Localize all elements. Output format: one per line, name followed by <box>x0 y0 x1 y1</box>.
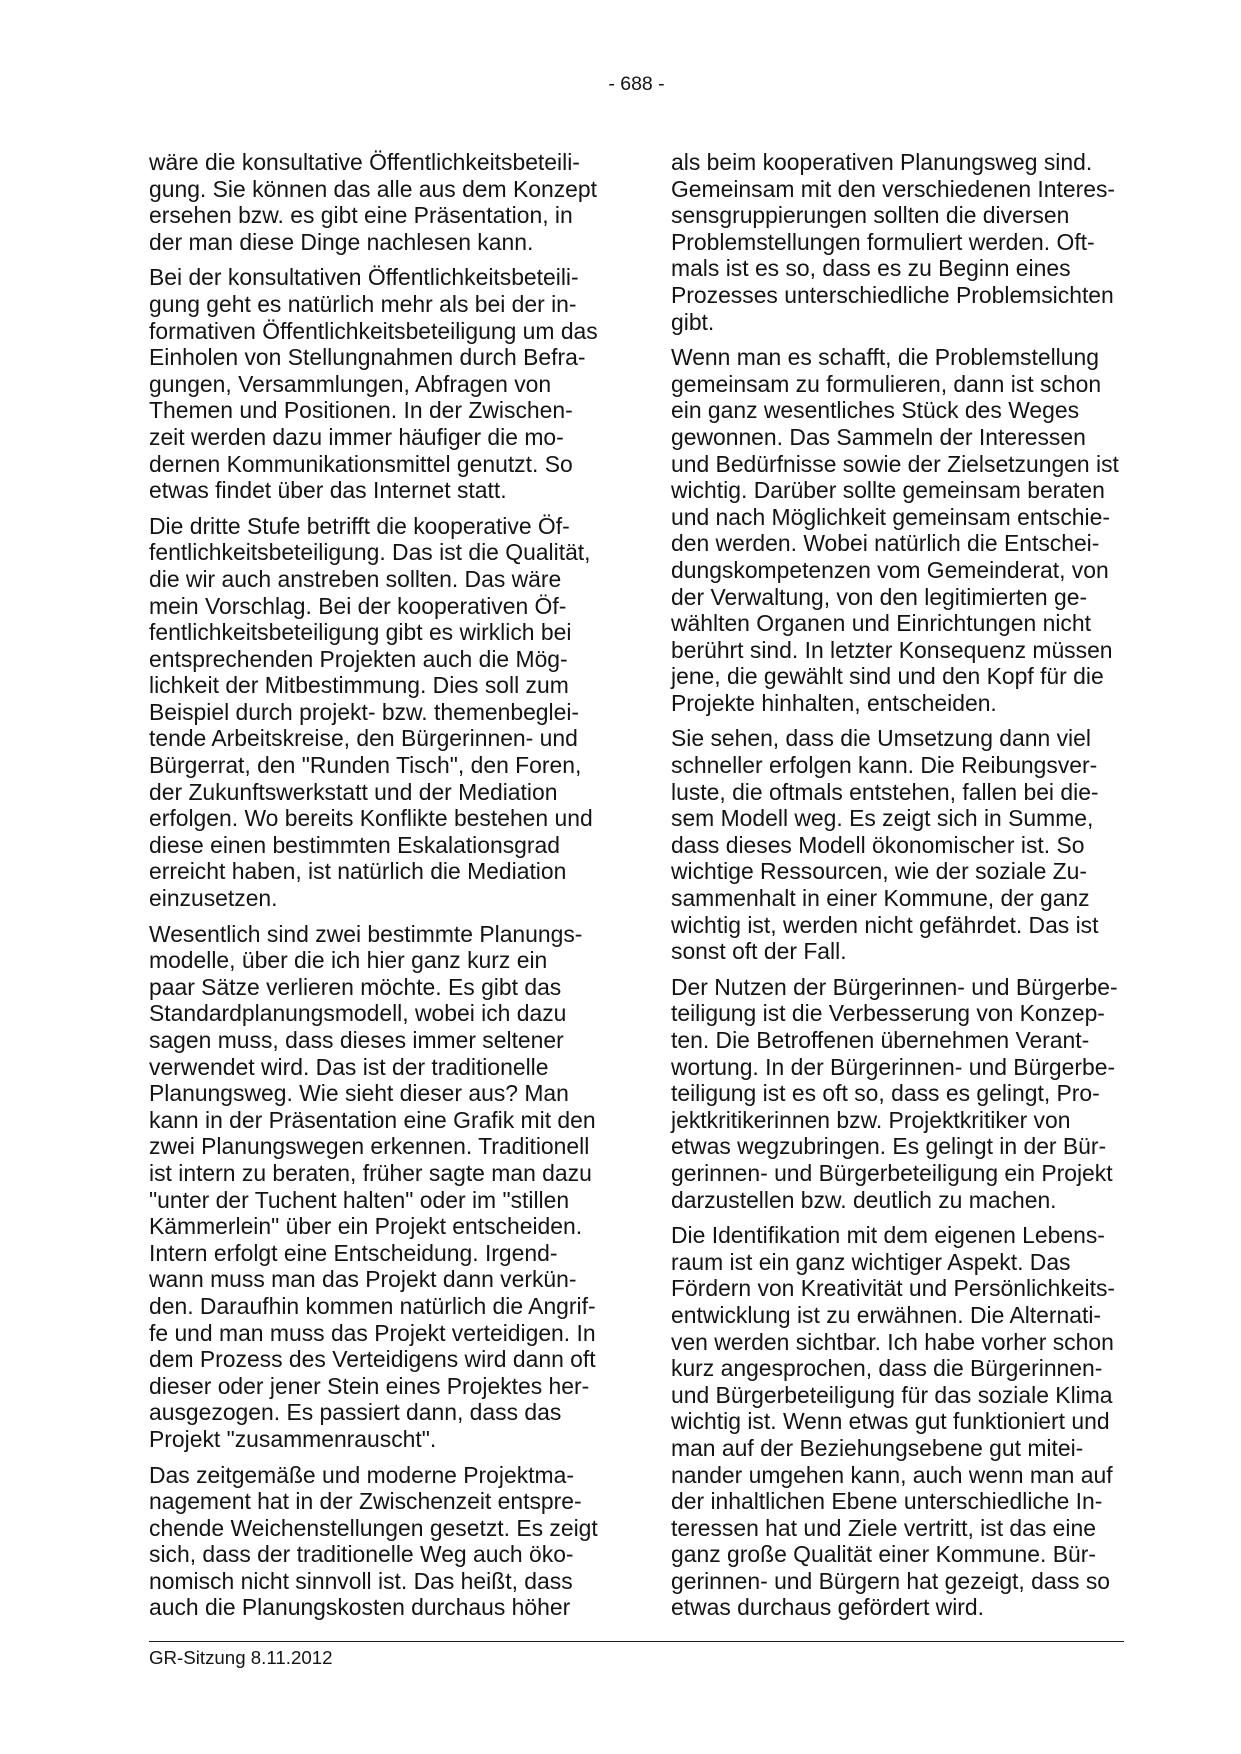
text-line: Wesentlich sind zwei bestimmte Planungs- <box>149 920 583 947</box>
text-line: jene, die gewählt sind und den Kopf für die <box>671 663 1104 690</box>
text-line: Die dritte Stufe betrifft die kooperative Öf- <box>149 512 570 539</box>
text-line: luste, die oftmals entstehen, fallen bei die- <box>671 778 1099 805</box>
text-line: Standardplanungsmodell, wobei ich dazu <box>149 1000 567 1027</box>
text-line: ersehen bzw. es gibt eine Präsentation, in <box>149 202 573 229</box>
text-line: Projekt "zusammenrauscht". <box>149 1425 437 1452</box>
text-line: kann in der Präsentation eine Grafik mit den <box>149 1106 596 1133</box>
text-line: lichkeit der Mitbestimmung. Dies soll zum <box>149 672 569 699</box>
text-line: gerinnen- und Bürgern hat gezeigt, dass so <box>671 1567 1111 1594</box>
paragraph <box>671 974 1141 1213</box>
text-line: ein ganz wesentliches Stück des Weges <box>671 397 1080 424</box>
text-line: etwas wegzubringen. Es gelingt in der Bür- <box>671 1133 1107 1160</box>
text-line: etwas findet über das Internet statt. <box>149 477 507 504</box>
text-line: mein Vorschlag. Bei der kooperativen Öf- <box>149 592 567 619</box>
text-line: wichtig ist, werden nicht gefährdet. Das ist <box>671 911 1099 938</box>
text-line: fentlichkeitsbeteiligung gibt es wirklich bei <box>149 619 572 646</box>
text-line: gerinnen- und Bürgerbeteiligung ein Projekt <box>671 1159 1113 1186</box>
text-line: dieser oder jener Stein eines Projektes her- <box>149 1372 590 1399</box>
text-line: sensgruppierungen sollten die diversen <box>671 202 1070 229</box>
text-line: Projekte hinhalten, entscheiden. <box>671 689 997 716</box>
page-number: - 688 - <box>608 73 665 95</box>
text-line: zeit werden dazu immer häufiger die mo- <box>149 423 564 450</box>
text-line: wann muss man das Projekt dann verkün- <box>149 1266 577 1293</box>
text-line: einzusetzen. <box>149 885 278 912</box>
text-line: gewonnen. Das Sammeln der Interessen <box>671 423 1086 450</box>
paragraph <box>149 921 619 1453</box>
text-line: fe und man muss das Projekt verteidigen. In <box>149 1319 596 1346</box>
text-line: teressen hat und Ziele vertritt, ist das eine <box>671 1514 1096 1541</box>
text-line: Wenn man es schafft, die Problemstellung <box>671 344 1099 371</box>
text-line: den werden. Wobei natürlich die Entschei- <box>671 530 1100 557</box>
text-line: ausgezogen. Es passiert dann, dass das <box>149 1399 562 1426</box>
text-line: chende Weichenstellungen gesetzt. Es zeigt <box>149 1514 598 1541</box>
text-line: Die Identifikation mit dem eigenen Lebens- <box>671 1222 1105 1249</box>
text-line: man auf der Beziehungsebene gut mitei- <box>671 1434 1084 1461</box>
text-line: wichtig ist. Wenn etwas gut funktioniert und <box>671 1408 1110 1435</box>
text-line: auch die Planungskosten durchaus höher <box>149 1594 571 1621</box>
text-line: modelle, über die ich hier ganz kurz ein <box>149 947 548 974</box>
text-line: gungen, Versammlungen, Abfragen von <box>149 370 552 397</box>
paragraph <box>671 725 1141 964</box>
text-line: sammenhalt in einer Kommune, der ganz <box>671 885 1090 912</box>
text-line: teiligung ist es oft so, dass es gelingt, Pro- <box>671 1080 1100 1107</box>
text-line: sonst oft der Fall. <box>671 938 847 965</box>
text-line: paar Sätze verlieren möchte. Es gibt das <box>149 973 562 1000</box>
text-line: Sie sehen, dass die Umsetzung dann viel <box>671 725 1091 752</box>
text-line: nagement hat in der Zwischenzeit entspre- <box>149 1488 582 1515</box>
text-line: teiligung ist die Verbesserung von Konzep- <box>671 1000 1105 1027</box>
text-line: schneller erfolgen kann. Die Reibungsver- <box>671 752 1098 779</box>
paragraph <box>149 149 619 255</box>
text-line: und Bedürfnisse sowie der Zielsetzungen ist <box>671 450 1119 477</box>
text-line: sem Modell weg. Es zeigt sich in Summe, <box>671 805 1094 832</box>
text-line: gemeinsam zu formulieren, dann ist schon <box>671 370 1102 397</box>
text-line: wichtig. Darüber sollte gemeinsam beraten <box>671 477 1105 504</box>
text-line: kurz angesprochen, dass die Bürgerinnen- <box>671 1355 1103 1382</box>
text-line: Bürgerrat, den "Runden Tisch", den Foren, <box>149 752 582 779</box>
text-line: die wir auch anstreben sollten. Das wäre <box>149 565 562 592</box>
paragraph <box>671 149 1141 335</box>
text-line: jektkritikerinnen bzw. Projektkritiker von <box>671 1106 1071 1133</box>
text-line: und Bürgerbeteiligung für das soziale Klima <box>671 1381 1113 1408</box>
text-line: entwicklung ist zu erwähnen. Die Alternati- <box>671 1301 1102 1328</box>
text-line: Das zeitgemäße und moderne Projektma- <box>149 1461 574 1488</box>
paragraph <box>671 1222 1141 1621</box>
text-line: fentlichkeitsbeteiligung. Das ist die Qualität, <box>149 539 591 566</box>
text-line: ganz große Qualität einer Kommune. Bür- <box>671 1541 1096 1568</box>
text-line: wählten Organen und Einrichtungen nicht <box>671 610 1091 637</box>
text-line: den. Daraufhin kommen natürlich die Angrif- <box>149 1292 596 1319</box>
text-line: darzustellen bzw. deutlich zu machen. <box>671 1186 1057 1213</box>
text-line: Beispiel durch projekt- bzw. themenbeglei- <box>149 698 580 725</box>
text-line: Prozesses unterschiedliche Problemsichten <box>671 281 1114 308</box>
paragraph <box>671 344 1141 716</box>
right-column <box>671 149 1141 1630</box>
text-line: zwei Planungswegen erkennen. Traditionell <box>149 1133 590 1160</box>
text-line: entsprechenden Projekten auch die Mög- <box>149 645 568 672</box>
text-line: wortung. In der Bürgerinnen- und Bürgerbe- <box>671 1053 1116 1080</box>
text-line: dernen Kommunikationsmittel genutzt. So <box>149 450 573 477</box>
text-line: Themen und Positionen. In der Zwischen- <box>149 397 573 424</box>
text-line: raum ist ein ganz wichtiger Aspekt. Das <box>671 1248 1071 1275</box>
text-line: dungskompetenzen vom Gemeinderat, von <box>671 556 1109 583</box>
text-line: nomisch nicht sinnvoll ist. Das heißt, dass <box>149 1567 573 1594</box>
text-line: diese einen bestimmten Eskalationsgrad <box>149 831 560 858</box>
text-line: Einholen von Stellungnahmen durch Befra- <box>149 344 586 371</box>
text-line: der Verwaltung, von den legitimierten ge- <box>671 583 1088 610</box>
footer-divider <box>149 1641 1124 1642</box>
text-line: Problemstellungen formuliert werden. Oft- <box>671 228 1095 255</box>
text-line: formativen Öffentlichkeitsbeteiligung um das <box>149 317 598 344</box>
text-line: verwendet wird. Das ist der traditionelle <box>149 1053 549 1080</box>
text-line: Gemeinsam mit den verschiedenen Interes- <box>671 175 1116 202</box>
text-line: erreicht haben, ist natürlich die Mediation <box>149 858 567 885</box>
text-line: dem Prozess des Verteidigens wird dann oft <box>149 1346 596 1373</box>
text-line: der man diese Dinge nachlesen kann. <box>149 228 534 255</box>
text-line: wichtige Ressourcen, wie der soziale Zu- <box>671 858 1088 885</box>
text-line: dass dieses Modell ökonomischer ist. So <box>671 831 1085 858</box>
left-column <box>149 149 619 1630</box>
text-line: mals ist es so, dass es zu Beginn eines <box>671 255 1071 282</box>
text-line: ist intern zu beraten, früher sagte man dazu <box>149 1159 592 1186</box>
text-line: erfolgen. Wo bereits Konflikte bestehen und <box>149 805 593 832</box>
text-line: der inhaltlichen Ebene unterschiedliche In- <box>671 1488 1103 1515</box>
paragraph <box>149 1462 619 1622</box>
text-line: nander umgehen kann, auch wenn man auf <box>671 1461 1113 1488</box>
text-line: und nach Möglichkeit gemeinsam entschie- <box>671 503 1110 530</box>
text-line: Fördern von Kreativität und Persönlichkeits- <box>671 1275 1116 1302</box>
text-line: der Zukunftswerkstatt und der Mediation <box>149 778 558 805</box>
footer-session-date: GR-Sitzung 8.11.2012 <box>149 1647 333 1668</box>
text-line: etwas durchaus gefördert wird. <box>671 1594 984 1621</box>
text-line: als beim kooperativen Planungsweg sind. <box>671 149 1093 175</box>
text-line: Der Nutzen der Bürgerinnen- und Bürgerbe- <box>671 973 1118 1000</box>
text-line: sich, dass der traditionelle Weg auch öko- <box>149 1541 574 1568</box>
text-line: Bei der konsultativen Öffentlichkeitsbeteili- <box>149 264 579 291</box>
text-line: Intern erfolgt eine Entscheidung. Irgend- <box>149 1239 558 1266</box>
text-line: tende Arbeitskreise, den Bürgerinnen- und <box>149 725 578 752</box>
text-line: ven werden sichtbar. Ich habe vorher schon <box>671 1328 1114 1355</box>
text-line: gibt. <box>671 308 715 335</box>
text-line: ten. Die Betroffenen übernehmen Verant- <box>671 1027 1090 1053</box>
text-line: Kämmerlein" über ein Projekt entscheiden. <box>149 1213 583 1240</box>
text-line: berührt sind. In letzter Konsequenz müssen <box>671 636 1113 663</box>
text-line: "unter der Tuchent halten" oder im "stillen <box>149 1186 570 1213</box>
text-line: gung geht es natürlich mehr als bei der in- <box>149 290 577 317</box>
text-line: gung. Sie können das alle aus dem Konzept <box>149 175 597 202</box>
text-line: Planungsweg. Wie sieht dieser aus? Man <box>149 1080 569 1107</box>
text-line: wäre die konsultative Öffentlichkeitsbeteili- <box>149 149 580 175</box>
text-line: sagen muss, dass dieses immer seltener <box>149 1027 564 1053</box>
paragraph <box>149 513 619 912</box>
paragraph <box>149 264 619 503</box>
